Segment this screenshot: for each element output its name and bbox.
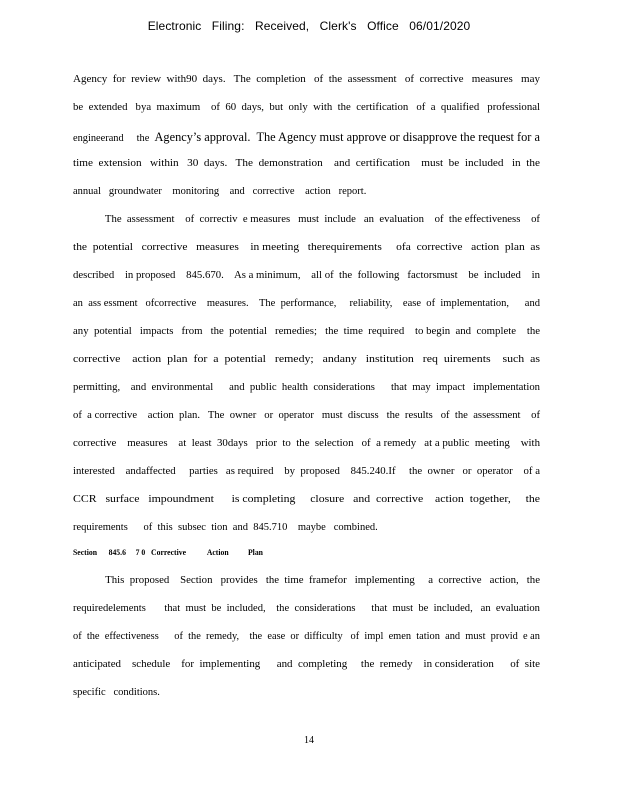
text-run: engineerand the	[73, 133, 155, 144]
para2-line: corrective action plan for a potential remedy; andany institution req uirements such as	[73, 354, 541, 365]
para2-line: permitting, and environmental and public health considerations that may impact implementation	[73, 382, 541, 393]
para2-line: of a corrective action plan. The owner or operator must discuss the results of the assessment of	[73, 410, 541, 421]
para1-line: annual groundwater monitoring and corrective action report.	[73, 186, 367, 197]
para3-line: This proposed Section provides the time framefor implementing a corrective action, the	[73, 575, 540, 586]
para2-line: an ass essment ofcorrective measures. The performance, reliability, ease of implementation, and	[73, 298, 541, 309]
para1-line	[73, 130, 540, 145]
para2-line: any potential impacts from the potential remedies; the time required to begin and complete the	[73, 326, 541, 337]
para2-line: the potential corrective measures in meeting therequirements ofa corrective action plan as	[73, 242, 541, 253]
text-run-large: Agency’s approval. The Agency must approve or disapprove the request for a	[154, 130, 540, 144]
para3-line: specific conditions.	[73, 687, 160, 698]
filing-header: Electronic Filing: Received, Clerk's Office 06/01/2020	[147, 19, 471, 33]
para2-line: requirements of this subsec tion and 845.710 maybe combined.	[73, 522, 378, 533]
para2-line: described in proposed 845.670. As a minimum, all of the following factorsmust be included in	[73, 270, 541, 281]
para1-line: Agency for review with90 days. The completion of the assessment of corrective measures may	[73, 74, 541, 85]
para3-line: requiredelements that must be included, the considerations that must be included, an evaluation	[73, 603, 540, 614]
para2-line: interested andaffected parties as required by proposed 845.240.If the owner or operator of a	[73, 466, 540, 477]
para3-line: anticipated schedule for implementing and completing the remedy in consideration of site	[73, 659, 541, 670]
para1-line: time extension within 30 days. The demonstration and certification must be included in the	[73, 158, 540, 169]
page-number: 14	[304, 735, 314, 746]
para2-line: corrective measures at least 30days prior to the selection of a remedy at a public meeting with	[73, 438, 541, 449]
para2-line: CCR surface impoundment is completing closure and corrective action together, the	[73, 494, 540, 505]
section-heading: Section 845.6 7 0 Corrective Action Plan	[73, 547, 263, 557]
para3-line: of the effectiveness of the remedy, the ease or difficulty of impl emen tation and must provid e an	[73, 631, 540, 642]
para1-line: be extended bya maximum of 60 days, but only with the certification of a qualified professional	[73, 102, 540, 113]
para2-line: The assessment of correctiv e measures must include an evaluation of the effectiveness of	[73, 214, 541, 225]
